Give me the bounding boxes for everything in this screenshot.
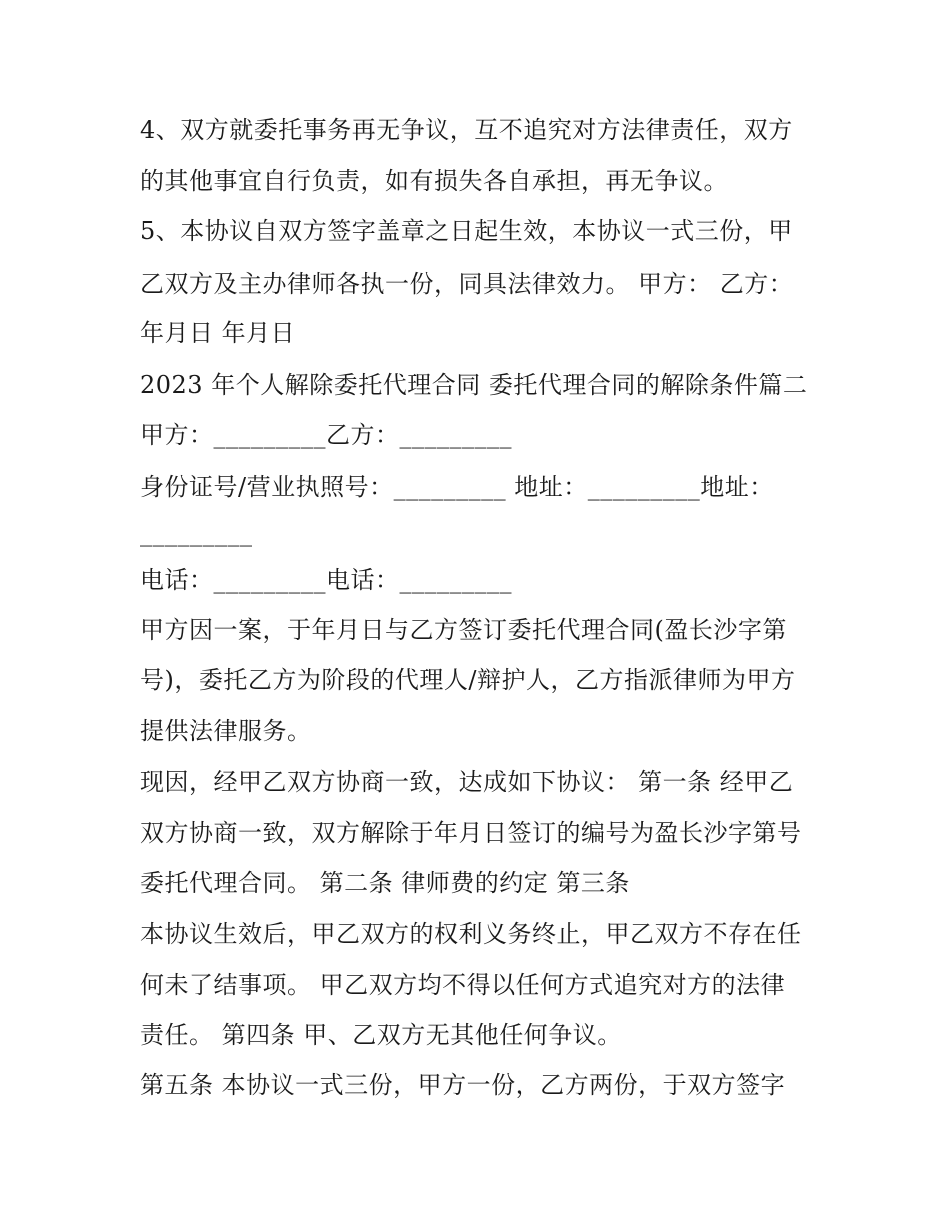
text-line: 现因，经甲乙双方协商一致，达成如下协议： 第一条 经甲乙 xyxy=(140,768,794,796)
text-line: 第五条 本协议一式三份，甲方一份，乙方两份，于双方签字 xyxy=(140,1071,786,1099)
text-line: 何未了结事项。 甲乙双方均不得以任何方式追究对方的法律 xyxy=(140,971,786,999)
text-line: 身份证号/营业执照号：_________ 地址：_________地址： xyxy=(140,473,774,501)
text-line: 双方协商一致，双方解除于年月日签订的编号为盈长沙字第号 xyxy=(140,819,802,847)
text-line: 本协议生效后，甲乙双方的权利义务终止，甲乙双方不存在任 xyxy=(140,920,802,948)
text-line: 甲方因一案，于年月日与乙方签订委托代理合同(盈长沙字第 xyxy=(140,616,787,644)
text-line: 甲方：_________乙方：_________ xyxy=(140,421,512,449)
section-title: 2023 年个人解除委托代理合同 委托代理合同的解除条件篇二 xyxy=(140,371,808,399)
text-line: 责任。 第四条 甲、乙双方无其他任何争议。 xyxy=(140,1021,622,1049)
text-line: 5、本协议自双方签字盖章之日起生效，本协议一式三份，甲 xyxy=(140,217,793,245)
text-line: 电话：_________电话：_________ xyxy=(140,566,512,594)
text-line: _________ xyxy=(140,519,253,547)
text-line: 乙双方及主办律师各执一份，同具法律效力。 甲方： 乙方： xyxy=(140,270,794,298)
text-line: 年月日 年月日 xyxy=(140,319,296,347)
text-line: 委托代理合同。 第二条 律师费的约定 第三条 xyxy=(140,869,630,897)
text-line: 的其他事宜自行负责，如有损失各自承担，再无争议。 xyxy=(140,167,728,195)
text-line: 号)，委托乙方为阶段的代理人/辩护人，乙方指派律师为甲方 xyxy=(140,666,796,694)
text-line: 提供法律服务。 xyxy=(140,717,312,745)
text-line: 4、双方就委托事务再无争议，互不追究对方法律责任，双方 xyxy=(140,116,793,144)
